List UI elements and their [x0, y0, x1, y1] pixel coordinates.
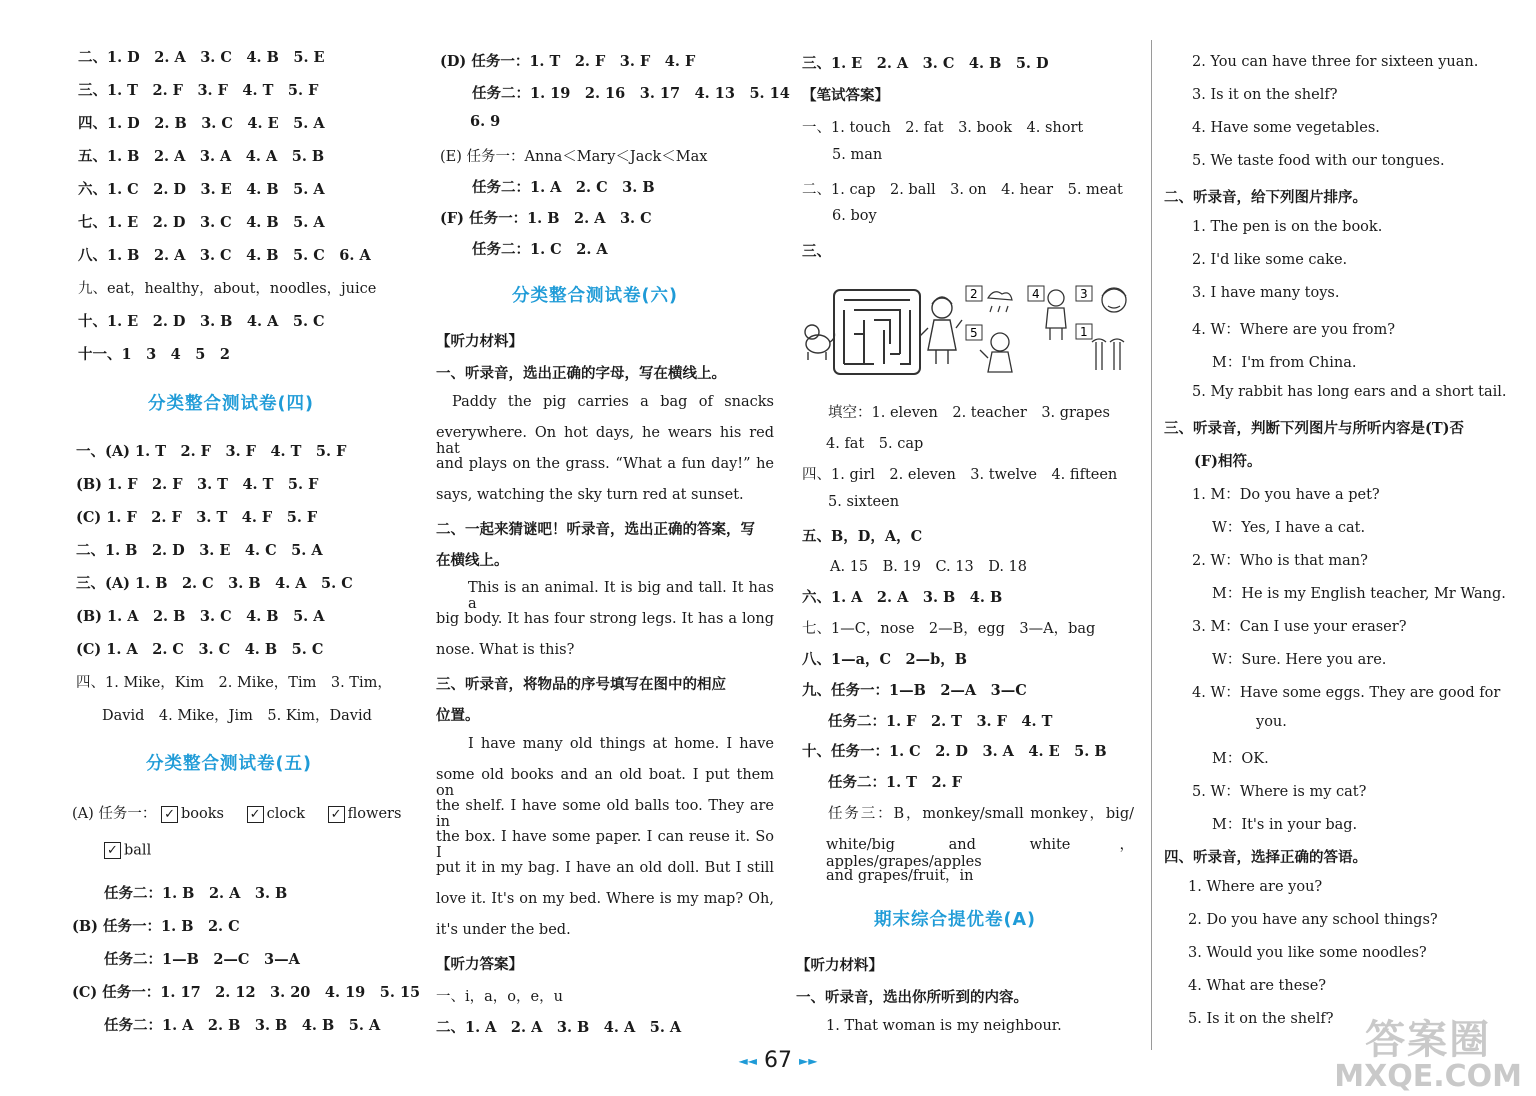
answer-line: (B) 1. A 2. B 3. C 4. B 5. A — [76, 608, 325, 625]
answer-line: 任务二：1. A 2. B 3. B 4. B 5. A — [104, 1017, 381, 1034]
grandpa-icon — [1102, 288, 1126, 312]
answer-line: 三、1. T 2. F 3. F 4. T 5. F — [78, 82, 319, 99]
section-title-5: 分类整合测试卷(五) — [146, 754, 312, 774]
passage-line: and plays on the grass. “What a fun day!” he — [436, 456, 774, 472]
answer-line: 三、(A) 1. B 2. C 3. B 4. A 5. C — [76, 575, 353, 592]
answer-line: 任务二：1. T 2. F — [828, 774, 962, 791]
script-line: you. — [1256, 714, 1287, 730]
answer-line: 十、任务一：1. C 2. D 3. A 4. E 5. B — [802, 743, 1107, 760]
script-line: 5. Is it on the shelf? — [1188, 1011, 1334, 1027]
answer-line: 七、1. E 2. D 3. C 4. B 5. A — [78, 214, 325, 231]
answer-line: 八、1. B 2. A 3. C 4. B 5. C 6. A — [78, 247, 371, 264]
answer-line: 6. 9 — [470, 113, 501, 130]
passage-line: Paddy the pig carries a bag of snacks — [452, 394, 774, 410]
check-icon: ✓ — [328, 806, 345, 823]
answer-line: (B) 1. F 2. F 3. T 4. T 5. F — [76, 476, 319, 493]
question: 一、听录音，选出你所听到的内容。 — [796, 989, 1028, 1006]
check-label: ball — [124, 842, 152, 859]
script-line: 1. Where are you? — [1188, 879, 1323, 895]
check-label: books — [181, 806, 224, 822]
script-line: M：He is my English teacher, Mr Wang. — [1212, 586, 1506, 602]
checklist-row — [72, 802, 401, 823]
answer-line: 六、1. C 2. D 3. E 4. B 5. A — [78, 181, 325, 198]
section-title-4: 分类整合测试卷(四) — [148, 394, 314, 414]
answer-line: 二、1. A 2. A 3. B 4. A 5. A — [436, 1019, 682, 1036]
question: 二、一起来猜谜吧！听录音，选出正确的答案，写 — [436, 521, 755, 538]
number-label: 2 — [970, 287, 978, 301]
answer-line: 九、eat，healthy，about，noodles，juice — [78, 281, 377, 297]
question: 二、听录音，给下列图片排序。 — [1164, 189, 1367, 206]
answer-line: 九、任务一：1—B 2—A 3—C — [802, 682, 1027, 699]
girl-icon — [920, 297, 962, 364]
question: 四、听录音，选择正确的答语。 — [1164, 849, 1367, 866]
answer-line: 五、1. B 2. A 3. A 4. A 5. B — [78, 148, 325, 165]
passage-line: the shelf. I have some old balls too. They are in — [436, 798, 774, 830]
answer-line: 一、i，a，o，e，u — [436, 989, 563, 1005]
answer-line: 一、1. touch 2. fat 3. book 4. short — [802, 120, 1084, 136]
answer-line: 七、1—C，nose 2—B，egg 3—A，bag — [802, 621, 1096, 637]
script-line: 3. Is it on the shelf? — [1192, 87, 1338, 103]
script-line: 3. M：Can I use your eraser? — [1192, 619, 1407, 635]
answer-line: 八、1—a，C 2—b，B — [802, 651, 968, 668]
answer-line: white/big and white，apples/grapes/apples — [826, 837, 1134, 870]
answer-line: 任务二：1. F 2. T 3. F 4. T — [828, 713, 1053, 730]
answer-line: 二、1. B 2. D 3. E 4. C 5. A — [76, 542, 323, 559]
script-line: M：It's in your bag. — [1212, 817, 1358, 833]
script-line: 3. Would you like some noodles? — [1188, 945, 1427, 961]
script-line: 1. That woman is my neighbour. — [826, 1018, 1062, 1034]
answer-line: (C) 任务一：1. 17 2. 12 3. 20 4. 19 5. 15 — [72, 984, 421, 1001]
column-divider — [1151, 40, 1152, 1050]
answer-line: 6. boy — [832, 208, 877, 224]
rain-icon — [988, 292, 1012, 312]
answer-line: 六、1. A 2. A 3. B 4. B — [802, 589, 1003, 606]
script-line: 1. M：Do you have a pet? — [1192, 487, 1380, 503]
answer-line: 5. sixteen — [828, 494, 900, 510]
script-line: 4. What are these? — [1188, 978, 1327, 994]
answer-line: 三、1. E 2. A 3. C 4. B 5. D — [802, 55, 1049, 72]
answer-line: 4. fat 5. cap — [826, 436, 924, 452]
script-line: 2. Do you have any school things? — [1188, 912, 1438, 928]
answer-line: 任务二：1. 19 2. 16 3. 17 4. 13 5. 14 — [472, 85, 790, 102]
passage-line: love it. It's on my bed. Where is my map? Oh, — [436, 891, 774, 907]
number-label: 4 — [1032, 287, 1040, 301]
answer-line: 填空：1. eleven 2. teacher 3. grapes — [828, 405, 1110, 421]
script-line: 5. We taste food with our tongues. — [1192, 153, 1445, 169]
script-line: M：I'm from China. — [1212, 355, 1357, 371]
question: (F)相符。 — [1194, 453, 1262, 470]
cap-icon — [1092, 339, 1124, 370]
passage-line: nose. What is this? — [436, 642, 575, 658]
answer-line: A. 15 B. 19 C. 13 D. 18 — [830, 559, 1027, 575]
question: 一、听录音，选出正确的字母，写在横线上。 — [436, 365, 726, 382]
script-line: 4. Have some vegetables. — [1192, 120, 1380, 136]
answer-line: 任务二：1—B 2—C 3—A — [104, 951, 300, 968]
script-line: 2. You can have three for sixteen yuan. — [1192, 54, 1479, 70]
answer-line: and grapes/fruit，in — [826, 868, 974, 884]
answer-line: (C) 1. F 2. F 3. T 4. F 5. F — [76, 509, 318, 526]
script-line: 3. I have many toys. — [1192, 285, 1340, 301]
answer-line: 任务三：B，monkey/small monkey，big/ — [828, 806, 1134, 822]
dog-icon — [805, 325, 835, 360]
passage-line: it's under the bed. — [436, 922, 571, 938]
script-line: 1. The pen is on the book. — [1192, 219, 1383, 235]
answer-line: (B) 任务一：1. B 2. C — [72, 918, 240, 935]
answer-line: 任务二：1. A 2. C 3. B — [472, 179, 655, 196]
watermark-url: MXQE.COM — [1334, 1059, 1522, 1094]
page-number — [728, 1048, 828, 1073]
passage-line: says, watching the sky turn red at sunset. — [436, 487, 744, 503]
answer-line: 十一、1 3 4 5 2 — [78, 346, 230, 363]
watermark-logo: 答案圈 — [1365, 1017, 1492, 1063]
number-label: 5 — [970, 326, 978, 340]
passage-line: big body. It has four strong legs. It has a long — [436, 611, 774, 627]
watermark — [1334, 1018, 1522, 1092]
script-line: W：Yes, I have a cat. — [1212, 520, 1366, 536]
passage-line: I have many old things at home. I have — [468, 736, 774, 752]
maze-icon — [834, 290, 920, 374]
number-label: 3 — [1080, 287, 1088, 301]
answer-line: (F) 任务一：1. B 2. A 3. C — [440, 210, 652, 227]
question: 三、听录音，将物品的序号填写在图中的相应 — [436, 676, 726, 693]
question: 在横线上。 — [436, 552, 509, 569]
check-icon: ✓ — [161, 806, 178, 823]
passage-line: put it in my bag. I have an old doll. But I still — [436, 860, 774, 876]
boy-icon — [980, 333, 1012, 372]
listening-heading: 【听力材料】 — [436, 333, 523, 350]
script-line: 2. I'd like some cake. — [1192, 252, 1348, 268]
answer-line: 任务二：1. B 2. A 3. B — [104, 885, 288, 902]
listening-heading: 【听力材料】 — [796, 957, 883, 974]
answer-line: David 4. Mike，Jim 5. Kim，David — [102, 708, 372, 724]
script-line: 4. W：Where are you from? — [1192, 322, 1395, 338]
check-label: flowers — [347, 806, 402, 822]
passage-line: This is an animal. It is big and tall. It has a — [468, 580, 774, 612]
check-icon: ✓ — [247, 806, 264, 823]
teacher-icon — [1046, 290, 1066, 340]
answer-line: (C) 1. A 2. C 3. C 4. B 5. C — [76, 641, 324, 658]
passage-line: everywhere. On hot days, he wears his red hat — [436, 425, 774, 457]
checklist-row — [104, 842, 151, 859]
question: 三、听录音，判断下列图片与所听内容是(T)否 — [1164, 420, 1465, 437]
answer-line: 一、(A) 1. T 2. F 3. F 4. T 5. F — [76, 443, 347, 460]
script-line: 2. W：Who is that man? — [1192, 553, 1368, 569]
next-arrows-icon: ►► — [799, 1054, 818, 1068]
passage-line: some old books and an old boat. I put them on — [436, 767, 774, 799]
answer-line: 三、 — [802, 243, 831, 260]
script-line: 5. W：Where is my cat? — [1192, 784, 1367, 800]
answer-line: 5. man — [832, 147, 883, 163]
question: 位置。 — [436, 707, 480, 724]
check-label: clock — [266, 806, 306, 822]
number-label-icon — [966, 286, 1092, 340]
answer-line: (D) 任务一：1. T 2. F 3. F 4. F — [440, 53, 696, 70]
answer-line: 四、1. girl 2. eleven 3. twelve 4. fifteen — [802, 467, 1118, 483]
script-line: M：OK. — [1212, 751, 1269, 767]
page-number-text: 67 — [764, 1048, 792, 1073]
script-line: 5. My rabbit has long ears and a short tail. — [1192, 384, 1507, 400]
answer-line: 二、1. cap 2. ball 3. on 4. hear 5. meat — [802, 182, 1123, 198]
answer-heading: 【听力答案】 — [436, 956, 523, 973]
answer-line: 十、1. E 2. D 3. B 4. A 5. C — [78, 313, 325, 330]
answer-line: 五、B，D，A，C — [802, 528, 923, 545]
prev-arrows-icon: ◄◄ — [738, 1054, 757, 1068]
answer-line: 任务二：1. C 2. A — [472, 241, 608, 258]
passage-line: the box. I have some paper. I can reuse it. So I — [436, 829, 774, 861]
written-heading: 【笔试答案】 — [802, 87, 889, 104]
answer-line: (E) 任务一：Anna＜Mary＜Jack＜Max — [440, 149, 708, 165]
section-title-6: 分类整合测试卷(六) — [512, 286, 678, 306]
check-icon: ✓ — [104, 842, 121, 859]
final-exam-title: 期末综合提优卷(A) — [874, 910, 1037, 930]
task-label: (A) 任务一： — [72, 806, 157, 822]
answer-line: 四、1. D 2. B 3. C 4. E 5. A — [78, 115, 325, 132]
answer-line: 四、1. Mike，Kim 2. Mike，Tim 3. Tim， — [76, 675, 392, 691]
number-label: 1 — [1080, 325, 1088, 339]
script-line: 4. W：Have some eggs. They are good for — [1192, 685, 1501, 701]
maze-illustration — [800, 280, 1140, 378]
answer-line: 二、1. D 2. A 3. C 4. B 5. E — [78, 49, 325, 66]
script-line: W：Sure. Here you are. — [1212, 652, 1387, 668]
